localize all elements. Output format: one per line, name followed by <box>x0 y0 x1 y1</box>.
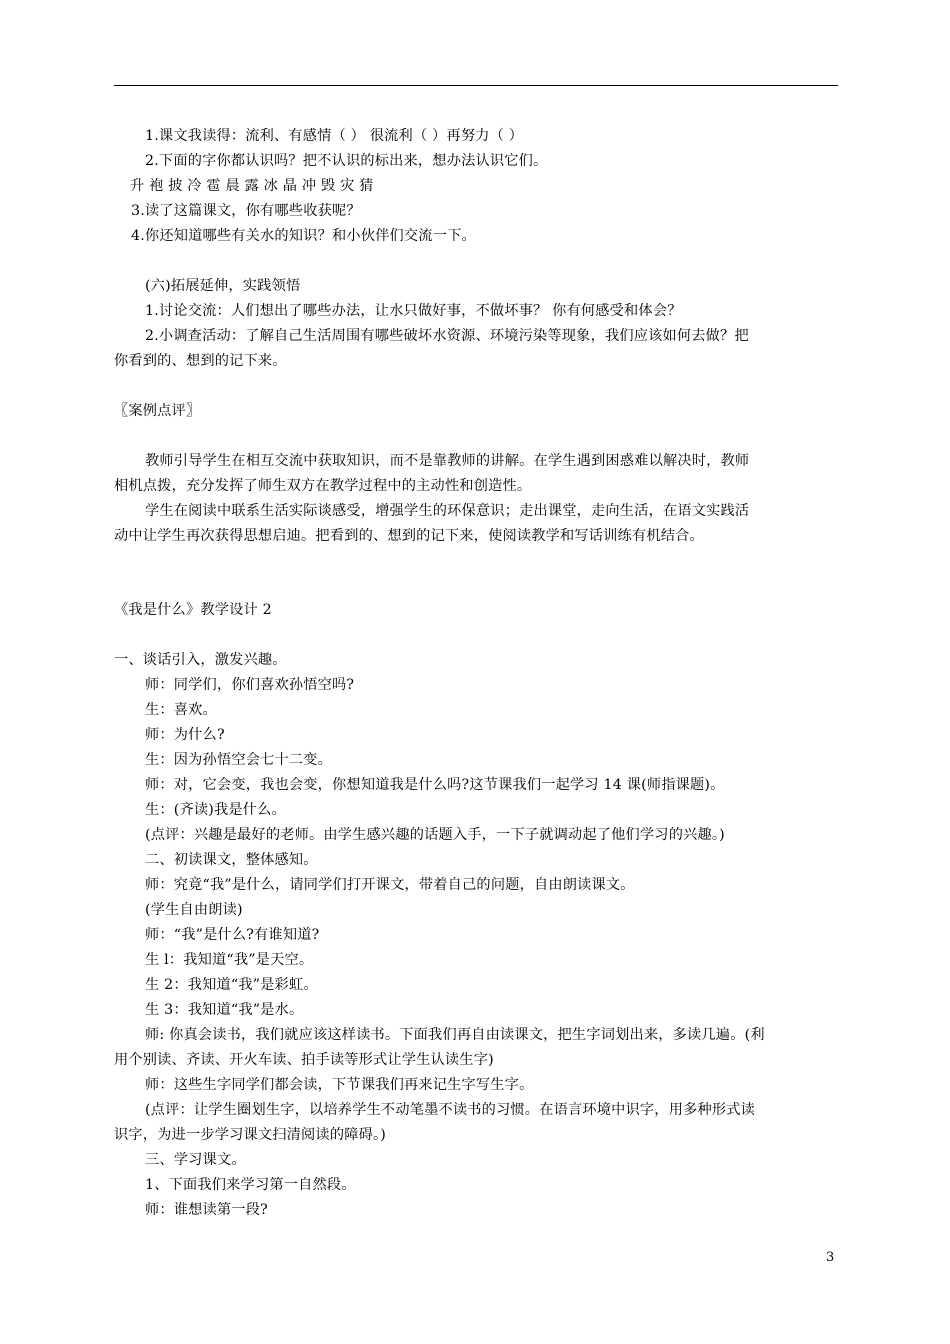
text-line: 学生在阅读中联系生活实际谈感受，增强学生的环保意识；走出课堂，走向生活，在语文实践活 <box>145 503 750 519</box>
text-line: (点评：兴趣是最好的老师。由学生感兴趣的话题入手，一下子就调动起了他们学习的兴趣。) <box>145 827 725 843</box>
section-heading: 三、学习课文。 <box>145 1152 246 1168</box>
header-rule <box>114 85 838 86</box>
text-line: 动中让学生再次获得思想启迪。把看到的、想到的记下来，使阅读教学和写话训练有机结合。 <box>114 528 704 544</box>
text-line: 师：对，它会变，我也会变，你想知道我是什么吗?这节课我们一起学习 14 课(师指课题)。 <box>145 777 725 793</box>
page-number: 3 <box>826 1250 835 1265</box>
text-line: 1、下面我们来学习第一自然段。 <box>145 1177 356 1193</box>
text-line: 1.讨论交流：人们想出了哪些办法，让水只做好事，不做坏事？ 你有何感受和体会？ <box>145 303 682 319</box>
text-line: 师：这些生字同学们都会读，下节课我们再来记生字写生字。 <box>145 1077 534 1093</box>
text-line: 你看到的、想到的记下来。 <box>114 353 287 369</box>
text-line: 师：谁想读第一段? <box>145 1202 268 1218</box>
text-line: 师: 你真会读书，我们就应该这样读书。下面我们再自由读课文，把生字词划出来，多读几遍。(利 <box>145 1027 765 1043</box>
text-line: 生 3：我知道“我”是水。 <box>145 1002 304 1018</box>
text-line: 生：因为孙悟空会七十二变。 <box>145 752 333 768</box>
text-line: 2.小调查活动：了解自己生活周围有哪些破坏水资源、环境污染等现象，我们应该如何去做？把 <box>145 328 749 344</box>
section-heading: 一、谈话引入，激发兴趣。 <box>114 652 287 668</box>
text-line: 生 l：我知道“我”是天空。 <box>145 952 314 968</box>
text-line: 师：究竟“我”是什么，请同学们打开课文，带着自己的问题，自由朗读课文。 <box>145 877 635 893</box>
text-line: 相机点拨，充分发挥了师生双方在教学过程中的主动性和创造性。 <box>114 478 532 494</box>
section-heading: (六)拓展延伸，实践领悟 <box>145 278 301 294</box>
text-line: 1.课文我读得：流利、有感情（ ） 很流利（ ）再努力（ ） <box>145 128 524 144</box>
text-line: (学生自由朗读) <box>145 902 243 918</box>
text-line: 4.你还知道哪些有关水的知识？和小伙伴们交流一下。 <box>131 228 476 244</box>
section-heading: 二、初读课文，整体感知。 <box>145 852 318 868</box>
text-line: 识字，为进一步学习课文扫清阅读的障碍。) <box>114 1127 386 1143</box>
text-line: 师：“我”是什么?有谁知道? <box>145 927 320 943</box>
text-line: 3.读了这篇课文，你有哪些收获呢？ <box>131 203 361 219</box>
text-line: 升 袍 披 冷 雹 晨 露 冰 晶 冲 毁 灾 猜 <box>130 178 374 194</box>
text-line: 师：同学们，你们喜欢孙悟空吗? <box>145 677 355 693</box>
text-line: 用个别读、齐读、开火车读、拍手读等形式让学生认读生字) <box>114 1052 494 1068</box>
text-line: 生：(齐读)我是什么。 <box>145 802 286 818</box>
document-title: 《我是什么》教学设计 2 <box>114 602 272 618</box>
text-line: 生：喜欢。 <box>145 702 217 718</box>
section-heading: 〖案例点评〗 <box>114 403 201 419</box>
text-line: 生 2：我知道“我”是彩虹。 <box>145 977 318 993</box>
text-line: 教师引导学生在相互交流中获取知识，而不是靠教师的讲解。在学生遇到困惑难以解决时，教师 <box>145 453 750 469</box>
text-line: 2.下面的字你都认识吗？把不认识的标出来，想办法认识它们。 <box>145 153 548 169</box>
text-line: (点评：让学生圈划生字，以培养学生不动笔墨不读书的习惯。在语言环境中识字，用多种形式读 <box>145 1102 756 1118</box>
text-line: 师：为什么? <box>145 727 225 743</box>
